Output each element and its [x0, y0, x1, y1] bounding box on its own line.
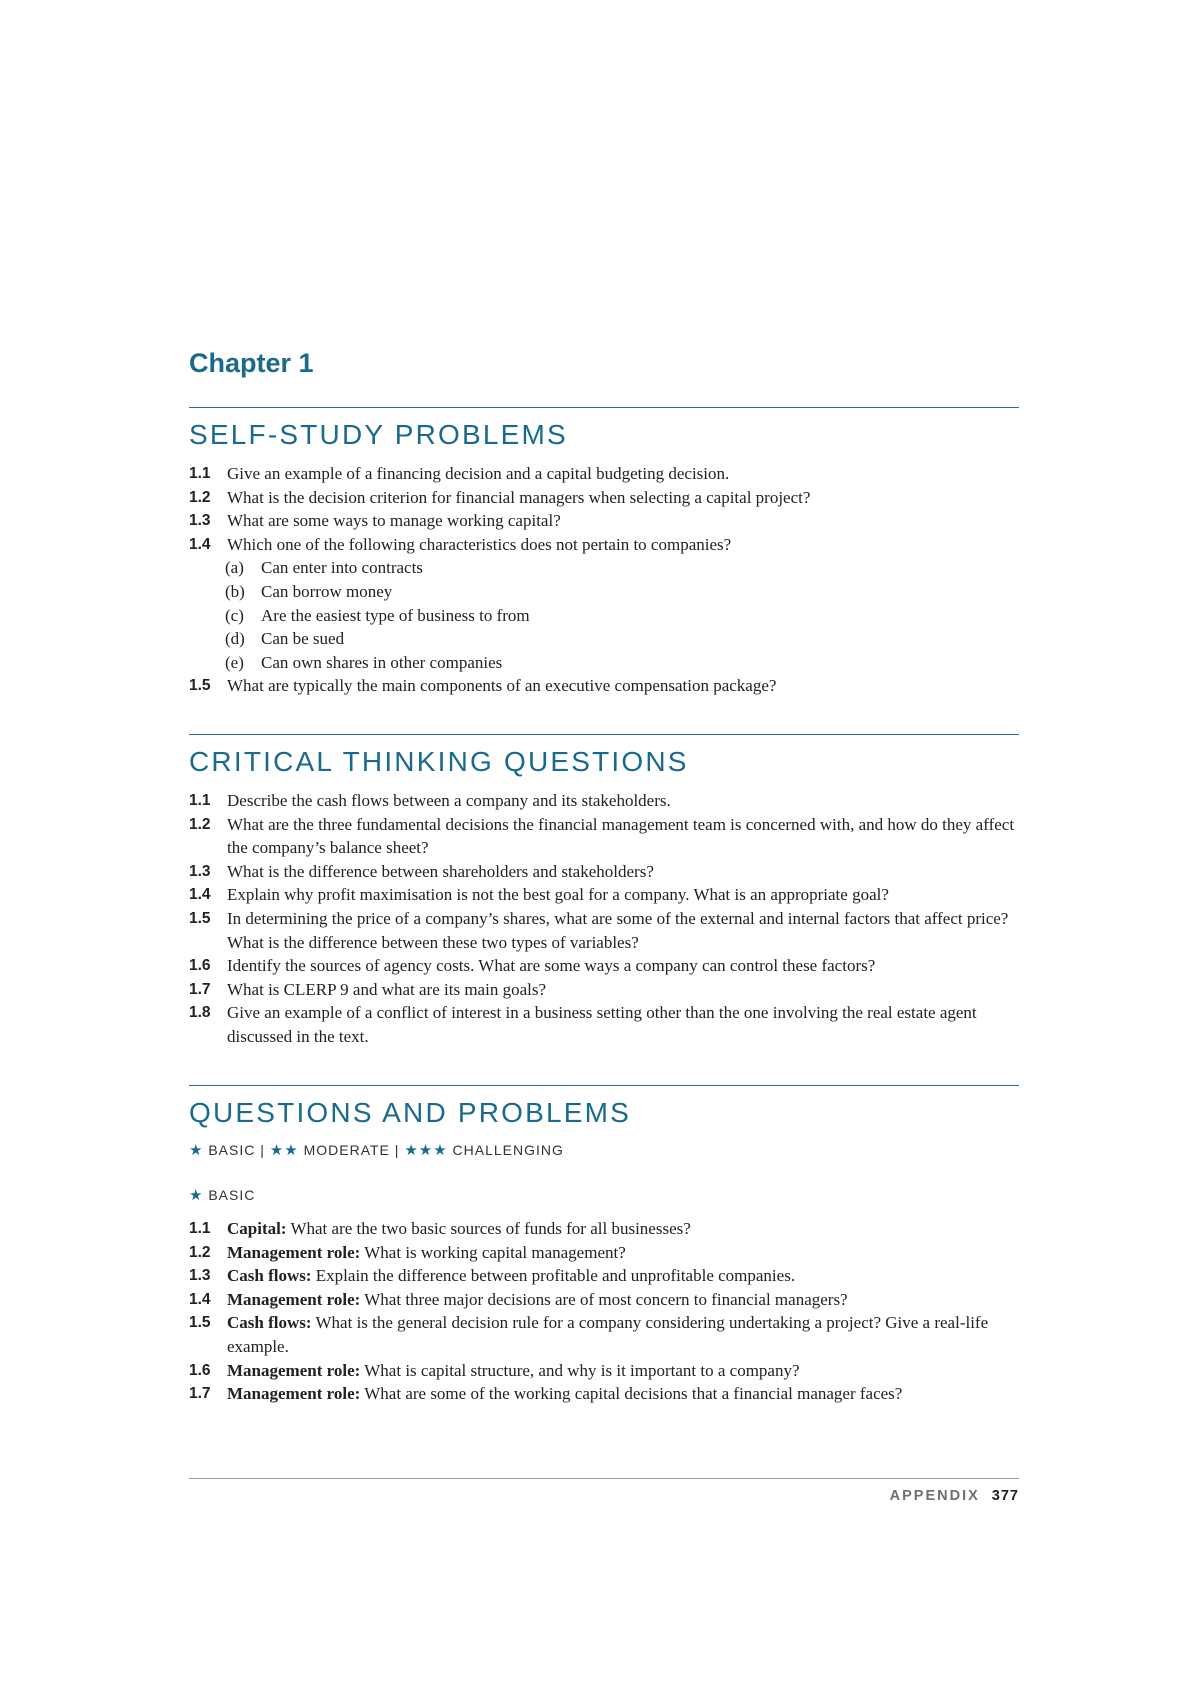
question-number: 1.3: [189, 1267, 211, 1285]
question-body: [227, 1241, 1019, 1265]
question-body: [227, 1359, 1019, 1383]
question-number: 1.2: [189, 1243, 211, 1261]
page-number: 377: [991, 1488, 1019, 1504]
difficulty-legend: [189, 1141, 564, 1159]
option-text: Are the easiest type of business to from: [261, 605, 530, 625]
question-topic: Cash flows:: [227, 1313, 312, 1333]
question-text: What are the three fundamental decisions the financial management team is concerned with, and how do they affect the company’s balance sheet?: [227, 814, 1015, 858]
question-body: [227, 1382, 1019, 1406]
question-text: What is the general decision rule for a company considering undertaking a project? Give a real-life example.: [227, 1313, 989, 1356]
question-body: [227, 1288, 1019, 1312]
question-number: 1.4: [189, 886, 211, 904]
page-footer: [890, 1488, 1019, 1504]
question-item: [189, 1264, 1019, 1288]
questions-problems-list: [189, 1217, 1019, 1406]
question-text: In determining the price of a company’s shares, what are some of the external and internal factors that affect price? What is the difference between these two types of variables?: [227, 908, 1009, 952]
question-number: 1.7: [189, 980, 211, 998]
question-item: [189, 860, 1019, 884]
question-number: 1.6: [189, 1361, 211, 1379]
question-number: 1.8: [189, 1004, 211, 1022]
legend-separator: |: [394, 1142, 400, 1158]
option-text: Can own shares in other companies: [261, 652, 503, 672]
legend-separator: |: [260, 1142, 265, 1158]
question-topic: Capital:: [227, 1219, 287, 1238]
question-item: [189, 978, 1019, 1002]
critical-thinking-list: [189, 789, 1019, 1049]
option-letter: (d): [225, 629, 245, 649]
question-text: What are the two basic sources of funds for all businesses?: [290, 1219, 691, 1238]
question-number: 1.2: [189, 488, 211, 506]
question-item: [189, 1288, 1019, 1312]
self-study-list: [189, 462, 1019, 698]
question-body: [227, 1311, 1019, 1358]
question-text: Give an example of a financing decision and a capital budgeting decision.: [227, 464, 730, 483]
star-icon: ★★★: [404, 1142, 448, 1159]
option-text: Can enter into contracts: [261, 558, 423, 578]
question-text: What is the difference between shareholders and stakeholders?: [227, 861, 654, 881]
question-text: What is working capital management?: [364, 1242, 626, 1262]
question-text: What is capital structure, and why is it important to a company?: [364, 1360, 800, 1380]
question-text: Identify the sources of agency costs. What are some ways a company can control these factors?: [227, 956, 876, 976]
question-text: What are some ways to manage working capital?: [227, 511, 561, 531]
question-number: 1.5: [189, 909, 211, 927]
answer-option: [189, 604, 1019, 628]
question-number: 1.2: [189, 815, 211, 833]
question-item: [189, 533, 1019, 557]
option-text: Can be sued: [261, 629, 345, 649]
question-number: 1.1: [189, 465, 211, 482]
question-item: [189, 1001, 1019, 1048]
question-number: 1.3: [189, 862, 211, 880]
question-number: 1.4: [189, 535, 211, 553]
question-number: 1.4: [189, 1290, 211, 1308]
question-number: 1.1: [189, 1220, 211, 1237]
question-text: What are some of the working capital decisions that a financial manager faces?: [364, 1384, 903, 1404]
question-number: 1.5: [189, 677, 211, 695]
option-letter: (e): [225, 652, 244, 672]
question-item: [189, 907, 1019, 954]
question-text: What three major decisions are of most concern to financial managers?: [364, 1289, 848, 1309]
question-topic: Management role:: [227, 1242, 361, 1262]
question-item: [189, 813, 1019, 860]
level-label: BASIC: [208, 1187, 256, 1203]
question-text: What is the decision criterion for financial managers when selecting a capital project?: [227, 487, 811, 507]
answer-option: [189, 580, 1019, 604]
footer-divider: [189, 1478, 1019, 1479]
option-letter: (b): [225, 581, 245, 601]
question-text: Explain the difference between profitable and unprofitable companies.: [315, 1266, 796, 1286]
star-icon: ★: [189, 1142, 204, 1159]
answer-option: [189, 651, 1019, 675]
section-divider: [189, 407, 1019, 408]
question-topic: Management role:: [227, 1384, 361, 1404]
question-item: [189, 1359, 1019, 1383]
critical-thinking-heading: CRITICAL THINKING QUESTIONS: [189, 746, 689, 777]
legend-basic: BASIC: [208, 1142, 256, 1158]
star-icon: ★: [189, 1187, 204, 1204]
question-number: 1.3: [189, 512, 211, 530]
question-item: [189, 789, 1019, 813]
question-topic: Cash flows:: [227, 1266, 312, 1286]
footer-label: APPENDIX: [889, 1488, 980, 1504]
section-divider: [189, 734, 1019, 735]
question-text: Which one of the following characteristics does not pertain to companies?: [227, 534, 732, 554]
question-text: Describe the cash flows between a company and its stakeholders.: [227, 791, 671, 810]
section-divider: [189, 1085, 1019, 1086]
chapter-title: Chapter 1: [189, 348, 314, 378]
self-study-heading: SELF-STUDY PROBLEMS: [189, 419, 568, 450]
answer-option: [189, 627, 1019, 651]
legend-challenging: CHALLENGING: [452, 1142, 564, 1158]
answer-option: [189, 556, 1019, 580]
question-item: [189, 1241, 1019, 1265]
difficulty-level-label: [189, 1186, 255, 1204]
question-number: 1.5: [189, 1314, 211, 1332]
question-number: 1.7: [189, 1385, 211, 1403]
question-text: What is CLERP 9 and what are its main goals?: [227, 979, 546, 999]
option-letter: (a): [225, 558, 244, 578]
question-item: [189, 1217, 1019, 1241]
question-number: 1.6: [189, 957, 211, 975]
star-icon: ★★: [269, 1142, 299, 1159]
question-number: 1.1: [189, 792, 211, 809]
question-item: [189, 509, 1019, 533]
question-body: [227, 1217, 1019, 1241]
question-item: [189, 486, 1019, 510]
question-text: What are typically the main components of an executive compensation package?: [227, 676, 777, 696]
question-topic: Management role:: [227, 1360, 361, 1380]
question-text: Give an example of a conflict of interest in a business setting other than the one involving the real estate agent discussed in the text.: [227, 1003, 977, 1046]
question-item: [189, 1382, 1019, 1406]
questions-problems-heading: QUESTIONS AND PROBLEMS: [189, 1097, 632, 1128]
question-item: [189, 1311, 1019, 1358]
option-text: Can borrow money: [261, 581, 393, 601]
question-topic: Management role:: [227, 1289, 361, 1309]
question-item: [189, 883, 1019, 907]
question-body: [227, 1264, 1019, 1288]
question-item: [189, 462, 1019, 486]
question-item: [189, 954, 1019, 978]
legend-moderate: MODERATE: [303, 1142, 390, 1158]
option-letter: (c): [225, 605, 244, 625]
question-text: Explain why profit maximisation is not the best goal for a company. What is an appropriate goal?: [227, 885, 889, 905]
question-item: [189, 674, 1019, 698]
